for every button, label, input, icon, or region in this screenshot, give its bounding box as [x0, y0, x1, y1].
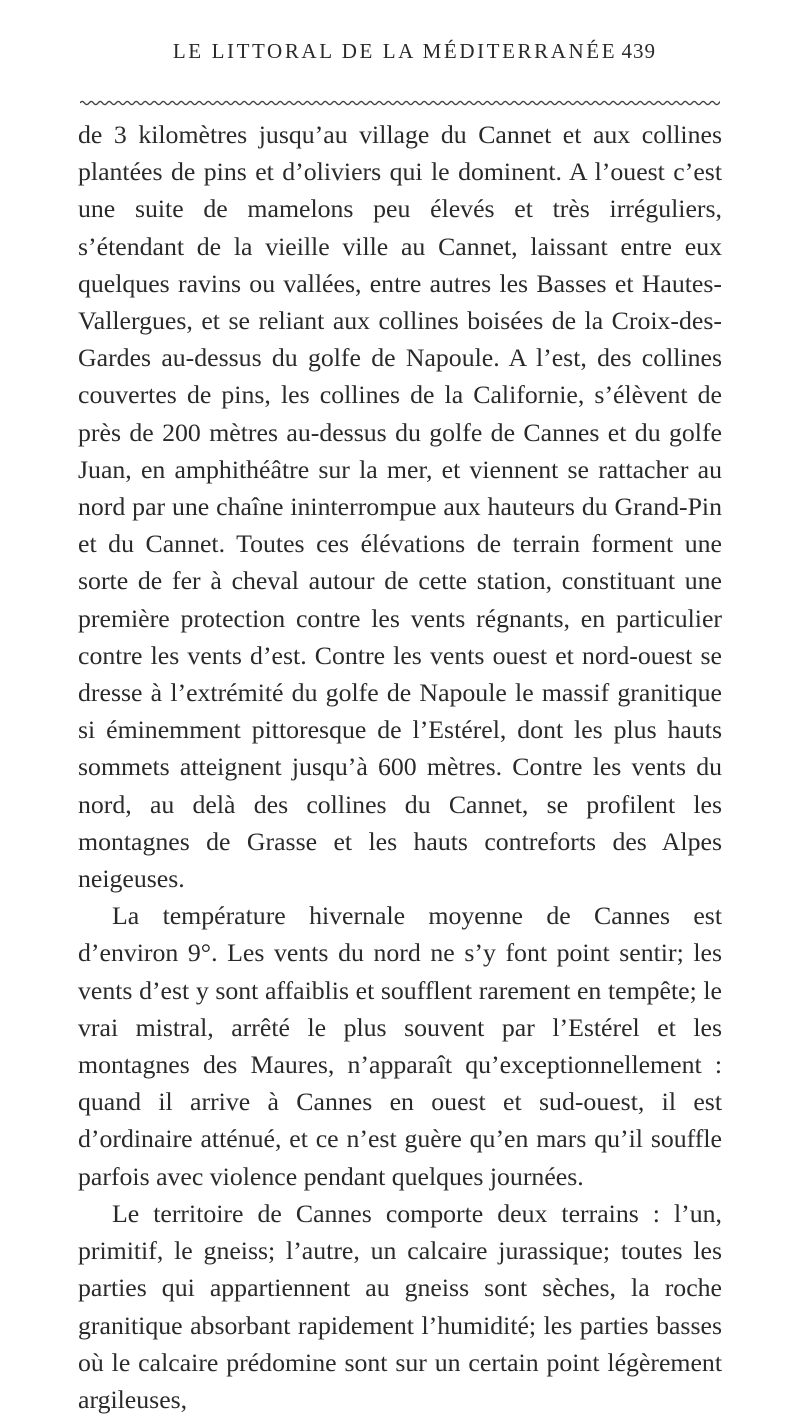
running-title: LE LITTORAL DE LA MÉDITERRANÉE: [172, 39, 618, 63]
paragraph: Le territoire de Cannes comporte deux terrains : l’un, primitif, le gneiss; l’autre, un calcaire jurassique; toutes les parties qui appartiennent au gneiss sont sèches, la roche granitique absorbant rapidement l’humidité; les parties basses où le calcaire prédomine sont sur un certain point légèrement argileuses,: [78, 1198, 722, 1414]
page-number: 439: [621, 39, 656, 63]
ornamental-wavy-rule: [80, 98, 720, 108]
paragraph: de 3 kilomètres jusqu’au village du Cannet et aux collines plantées de pins et d’oliviers qui le dominent. A l’ouest c’est une suite de mamelons peu élevés et très irréguliers, s’étendant de la vieille ville au Cannet, laissant entre eux quelques ravins ou vallées, entre autres les Basses et Hautes-Vallergues, et se reliant aux collines boisées de la Croix-des-Gardes au-dessus du golfe de Napoule. A l’est, des collines couvertes de pins, les collines de la Californie, s’élèvent de près de 200 mètres au-dessus du golfe de Cannes et du golfe Juan, en amphithéâtre sur la mer, et viennent se rattacher au nord par une chaîne ininterrompue aux hauteurs du Grand-Pin et du Cannet. Toutes ces élévations de terrain forment une sorte de fer à cheval autour de cette station, constituant une première protection contre les vents régnants, en particulier contre les vents d’est. Contre les vents ouest et nord-ouest se dresse à l’extrémité du golfe de Napoule le massif granitique si éminemment pittoresque de l’Estérel, dont les plus hauts sommets atteignent jusqu’à 600 mètres. Contre les vents du nord, au delà des collines du Cannet, se profilent les montagnes de Grasse et les hauts contreforts des Alpes neigeuses.: [78, 120, 722, 894]
body-text: [78, 116, 722, 1418]
running-head: [0, 32, 800, 72]
wavy-rule-line: [80, 101, 720, 104]
paragraph: La température hivernale moyenne de Cannes est d’environ 9°. Les vents du nord ne s’y font point sentir; les vents d’est y sont affaiblis et soufflent rarement en tempête; le vrai mistral, arrêté le plus souvent par l’Estérel et les montagnes des Maures, n’apparaît qu’exceptionnellement : quand il arrive à Cannes en ouest et sud-ouest, il est d’ordinaire atténué, et ce n’est guère qu’en mars qu’il souffle parfois avec violence pendant quelques journées.: [78, 901, 722, 1191]
